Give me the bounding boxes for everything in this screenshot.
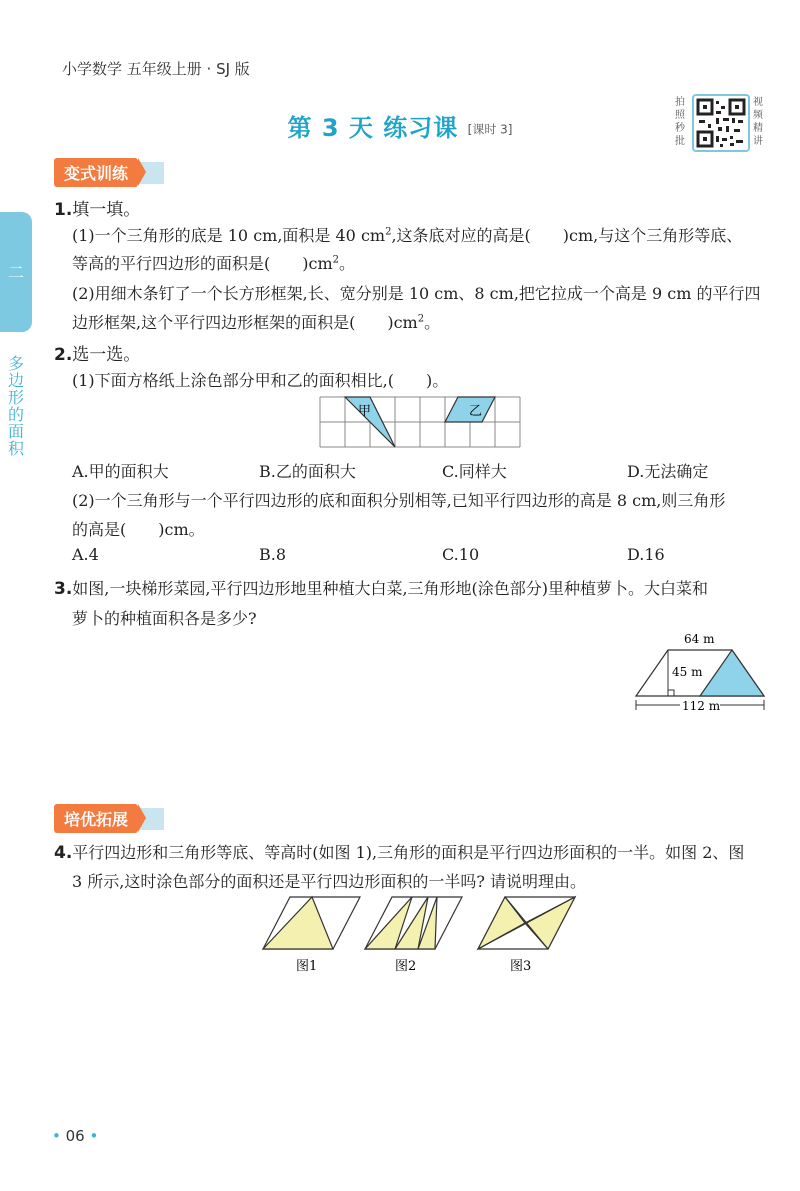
q2-number: 2. — [54, 345, 73, 365]
q1-heading — [54, 195, 140, 220]
q2-part1-text: (1)下面方格纸上涂色部分甲和乙的面积相比,( )。 — [72, 371, 449, 390]
q4-line1: 4.平行四边形和三角形等底、等高时(如图 1),三角形的面积是平行四边形面积的一半。如图 2、图 — [54, 843, 745, 863]
qr-left-caption: 拍 照 秒 批 — [675, 97, 685, 147]
label-jia: 甲 — [358, 404, 372, 419]
option-c[interactable]: C.同样大 — [442, 462, 507, 481]
q1-number: 1. — [54, 200, 73, 220]
option-d[interactable]: D.无法确定 — [627, 462, 709, 481]
figure-1 — [263, 897, 360, 949]
trapezoid-figure — [630, 628, 770, 718]
q1-title: 填一填。 — [72, 200, 141, 220]
option-d[interactable]: D.16 — [627, 545, 665, 564]
q4-number: 4. — [54, 843, 73, 863]
figure-2 — [365, 897, 462, 949]
bottom-length: 112 m — [682, 699, 721, 713]
parallelogram-figures — [260, 894, 580, 978]
q2-heading — [54, 340, 140, 365]
height-length: 45 m — [672, 665, 703, 679]
unit-label: 多边形的面积 — [7, 354, 24, 458]
q2-part2-line1: (2)一个三角形与一个平行四边形的底和面积分别相等,已知平行四边形的高是 8 cm,则三角形 — [72, 491, 726, 510]
q2-title: 选一选。 — [72, 345, 141, 365]
q4-line2: 3 所示,这时涂色部分的面积还是平行四边形面积的一半吗? 请说明理由。 — [72, 872, 587, 891]
q3-number: 3. — [54, 579, 73, 599]
option-a[interactable]: A.甲的面积大 — [72, 462, 169, 481]
qr-area — [675, 94, 767, 152]
q1-part2-line2: 边形框架,这个平行四边形框架的面积是( )$cm^2$。 — [72, 313, 441, 332]
top-length: 64 m — [684, 632, 715, 646]
option-b[interactable]: B.乙的面积大 — [259, 462, 356, 481]
option-b[interactable]: B.8 — [259, 545, 287, 564]
page-number: • 06 • — [52, 1127, 99, 1145]
figure-1-label: 图1 — [296, 959, 318, 974]
figure-2-label: 图2 — [395, 959, 417, 974]
q2-options-1 — [72, 459, 772, 481]
figure-3-label: 图3 — [510, 959, 532, 974]
q2-options-2 — [72, 545, 772, 567]
figure-3 — [478, 897, 575, 949]
qr-right-caption: 视 频 精 讲 — [753, 97, 763, 147]
q3-line2: 萝卜的种植面积各是多少? — [72, 609, 257, 628]
lesson-label: [课时 3] — [467, 122, 513, 137]
q1-part1-line1: (1)一个三角形的底是 10 cm,面积是 40 $cm^2$,这条底对应的高是( )cm,与这个三角形等底、 — [72, 226, 743, 245]
unit-number: 二 — [7, 263, 24, 282]
qr-code-icon[interactable] — [692, 94, 750, 152]
q1-part2-line1: (2)用细木条钉了一个长方形框架,长、宽分别是 10 cm、8 cm,把它拉成一个高是 9 cm 的平行四 — [72, 284, 761, 303]
q1-part1-line2: 等高的平行四边形的面积是( )$cm^2$。 — [72, 254, 356, 273]
grid-figure — [318, 396, 524, 448]
label-yi: 乙 — [469, 404, 483, 419]
book-series: 小学数学 五年级上册 · SJ 版 — [62, 60, 250, 78]
q3-line1: 3.如图,一块梯形菜园,平行四边形地里种植大白菜,三角形地(涂色部分)里种植萝卜。大白菜和 — [54, 579, 709, 599]
section-tag-practice: 变式训练 — [54, 158, 138, 187]
option-a[interactable]: A.4 — [72, 545, 99, 564]
title-text: 第 3 天 练习课 — [287, 114, 459, 142]
q2-part2-line2: 的高是( )cm。 — [72, 520, 205, 539]
section-tag-extension: 培优拓展 — [54, 804, 138, 833]
option-c[interactable]: C.10 — [442, 545, 480, 564]
